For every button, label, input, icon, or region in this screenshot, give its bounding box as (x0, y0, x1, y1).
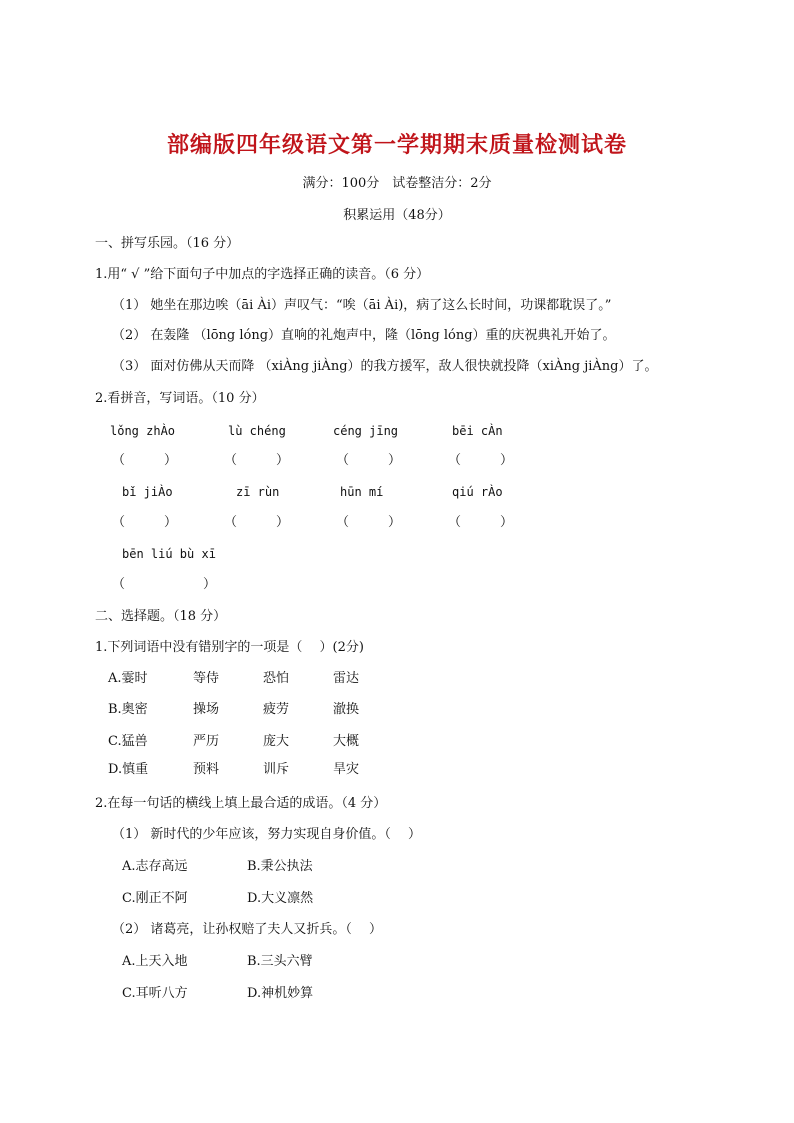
part-title: 积累运用（48分） (343, 208, 451, 223)
section1-q1-line-3: （3） 面对仿佛从天而降 （xiÀng jiÀng）的我方援军，敌人很快就投降（xiÀng jiÀng）了。 (112, 359, 658, 374)
answer-blank[interactable]: （ ） (112, 515, 178, 530)
option-a-3: 恐怕 (263, 671, 290, 686)
option-a-2: 等侍 (193, 671, 220, 686)
answer-blank[interactable]: （ ） (112, 453, 178, 468)
section1-q2-prompt: 2.看拼音，写词语。（10 分） (95, 391, 265, 406)
pinyin-2: lù chéng (228, 424, 286, 438)
section1-q1-prompt: 1.用“ √ ”给下面句子中加点的字选择正确的读音。（6 分） (95, 267, 430, 282)
option-d-2: 预料 (193, 762, 220, 777)
pinyin-1: lǒng zhÀo (110, 424, 176, 438)
option-d-1: D.慎重 (108, 762, 149, 777)
sub2-option-b: B.三头六臂 (247, 954, 313, 969)
pinyin-8: qiú rÀo (452, 485, 503, 499)
option-c-4: 大概 (333, 734, 360, 749)
section2-q2-prompt: 2.在每一句话的横线上填上最合适的成语。（4 分） (95, 796, 387, 811)
sub1-option-c: C.刚正不阿 (122, 891, 188, 906)
sub1-option-d: D.大义凛然 (247, 891, 314, 906)
section1-heading: 一、拼写乐园。（16 分） (95, 236, 240, 251)
section1-q1-line-2: （2） 在轰隆 （lōng lóng）直响的礼炮声中，隆（lōng lóng）重的庆祝典礼开始了。 (112, 328, 616, 343)
pinyin-4: bēi cÀn (452, 424, 503, 438)
option-b-1: B.奥密 (108, 702, 148, 717)
option-b-3: 疲劳 (263, 702, 290, 717)
sub2-option-d: D.神机妙算 (247, 986, 314, 1001)
sub1-option-b: B.秉公执法 (247, 859, 313, 874)
answer-blank[interactable]: （ ） (224, 515, 290, 530)
option-b-2: 操场 (193, 702, 220, 717)
sub2-option-a: A.上天入地 (122, 954, 188, 969)
option-d-4: 旱灾 (333, 762, 360, 777)
pinyin-7: hūn mí (340, 485, 384, 499)
page-title: 部编版四年级语文第一学期期末质量检测试卷 (166, 133, 627, 158)
section2-q2-sub1: （1） 新时代的少年应该，努力实现自身价值。（ ） (112, 827, 422, 842)
option-a-1: A.霎时 (108, 671, 148, 686)
option-c-3: 庞大 (263, 734, 290, 749)
pinyin-9: bēn liú bù xī (122, 547, 216, 561)
pinyin-5: bǐ jiÀo (122, 485, 173, 499)
section2-q2-sub2: （2） 诸葛亮，让孙权赔了夫人又折兵。（ ） (112, 922, 383, 937)
answer-blank[interactable]: （ ） (336, 453, 402, 468)
pinyin-6: zī rùn (236, 485, 280, 499)
option-b-4: 澈换 (333, 702, 360, 717)
section2-heading: 二、选择题。（18 分） (95, 609, 227, 624)
score-line: 满分：100分 试卷整洁分：2分 (302, 176, 492, 191)
answer-blank[interactable]: （ ） (224, 453, 290, 468)
option-c-1: C.猛兽 (108, 734, 148, 749)
answer-blank[interactable]: （ ） (336, 515, 402, 530)
option-d-3: 训斥 (263, 762, 290, 777)
sub1-option-a: A.志存高远 (122, 859, 188, 874)
option-c-2: 严历 (193, 734, 220, 749)
answer-blank[interactable]: （ ） (448, 453, 514, 468)
answer-blank[interactable]: （ ） (448, 515, 514, 530)
answer-blank-long[interactable]: （ ） (112, 577, 217, 592)
sub2-option-c: C.耳听八方 (122, 986, 188, 1001)
section1-q1-line-1: （1） 她坐在那边唉（āi Ài）声叹气：“唉（āi Ài)，病了这么长时间，功课都耽误了。” (112, 298, 612, 313)
pinyin-3: céng jīng (333, 424, 399, 438)
section2-q1-prompt: 1.下列词语中没有错别字的一项是（ ）(2分) (95, 640, 364, 655)
option-a-4: 雷达 (333, 671, 360, 686)
